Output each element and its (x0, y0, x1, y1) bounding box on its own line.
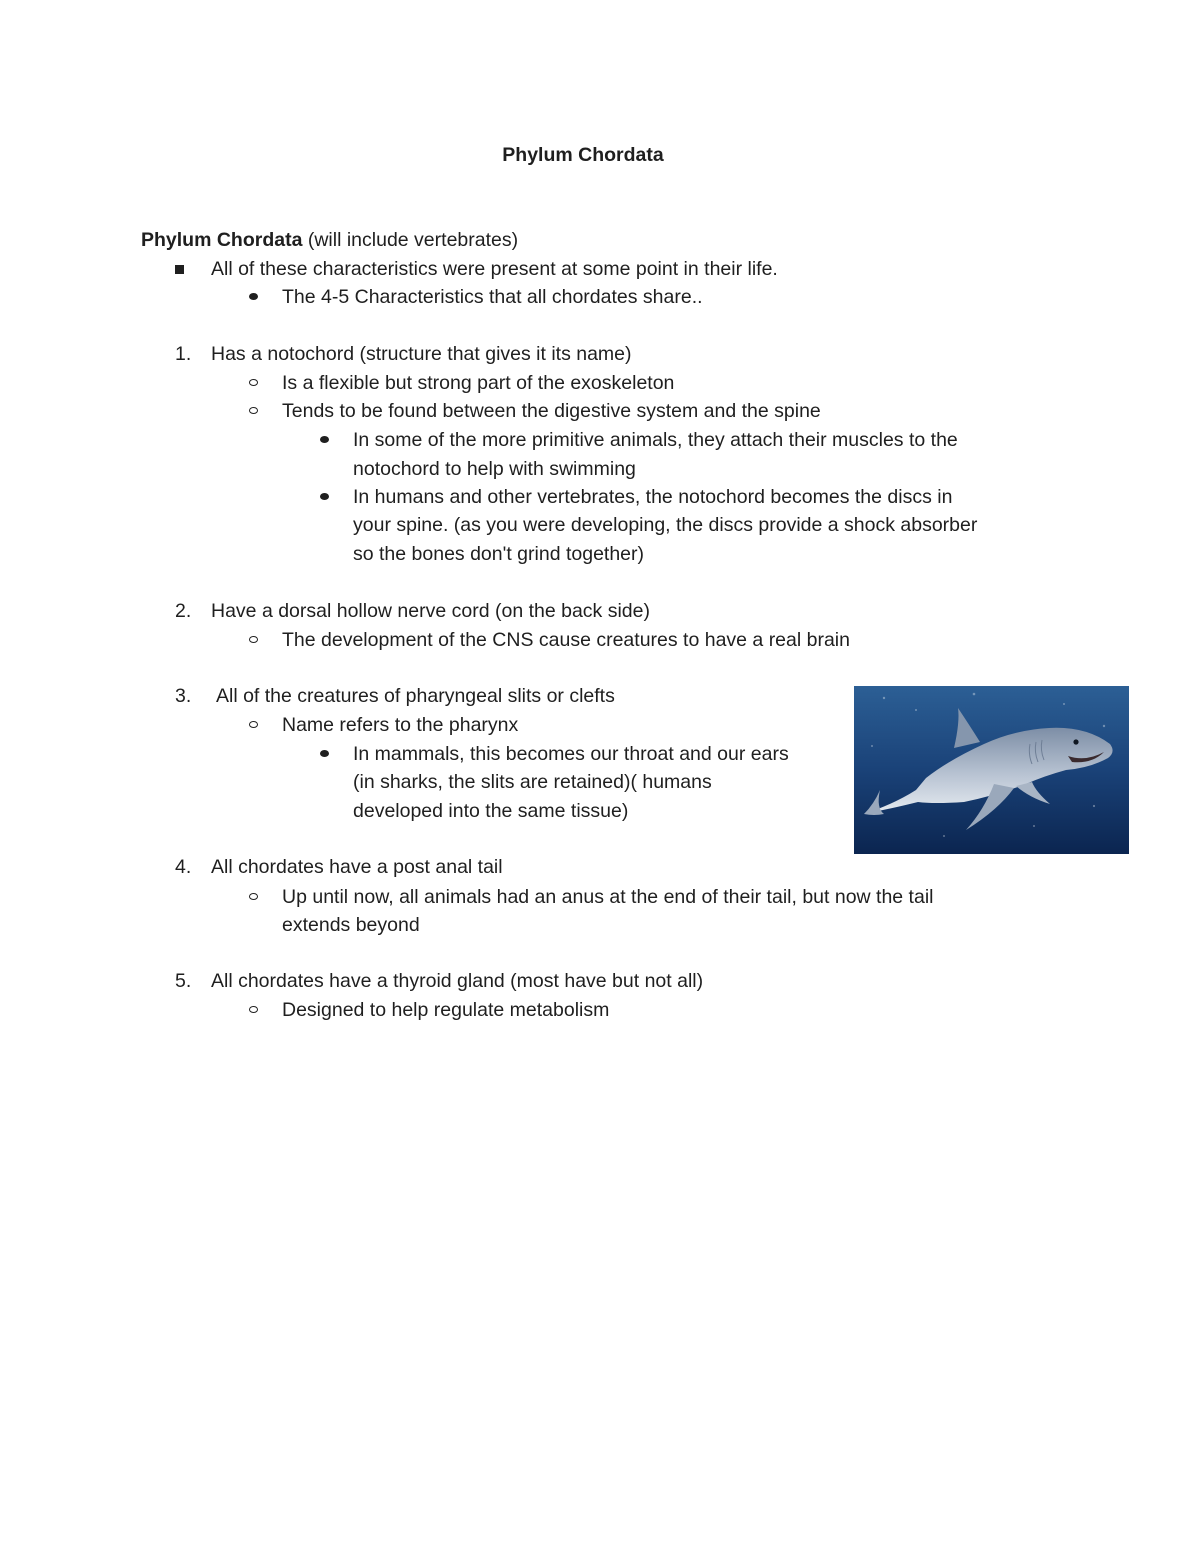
detail-line: your spine. (as you were developing, the discs provide a shock absorber (353, 514, 978, 536)
detail-line: notochord to help with swimming (353, 458, 636, 480)
hollow-bullet-icon (249, 893, 258, 900)
sub-item-text: Designed to help regulate metabolism (282, 999, 610, 1021)
list-number: 3. (175, 685, 192, 707)
sub-item-text: Tends to be found between the digestive system and the spine (282, 400, 821, 422)
sub-item-text: extends beyond (282, 914, 420, 936)
intro-line: All of these characteristics were present at some point in their life. (211, 258, 778, 280)
page-title: Phylum Chordata (502, 144, 664, 166)
hollow-bullet-icon (249, 636, 258, 643)
filled-bullet-icon (320, 750, 329, 757)
list-item-text: Have a dorsal hollow nerve cord (on the back side) (211, 600, 650, 622)
intro-line: The 4-5 Characteristics that all chordates share.. (282, 286, 703, 308)
heading-rest: (will include vertebrates) (302, 229, 519, 251)
detail-line: In mammals, this becomes our throat and our ears (353, 743, 789, 765)
detail-line: In some of the more primitive animals, they attach their muscles to the (353, 429, 958, 451)
detail-line: In humans and other vertebrates, the notochord becomes the discs in (353, 486, 953, 508)
list-item-text: All chordates have a post anal tail (211, 856, 503, 878)
list-item-text: All of the creatures of pharyngeal slits or clefts (216, 685, 615, 707)
hollow-bullet-icon (249, 1006, 258, 1013)
detail-line: developed into the same tissue) (353, 800, 629, 822)
hollow-bullet-icon (249, 379, 258, 386)
detail-line: (in sharks, the slits are retained)( humans (353, 771, 712, 793)
filled-bullet-icon (320, 436, 329, 443)
sub-item-text: Name refers to the pharynx (282, 714, 519, 736)
detail-line: so the bones don't grind together) (353, 543, 645, 565)
list-number: 4. (175, 856, 192, 878)
list-number: 5. (175, 970, 192, 992)
list-number: 2. (175, 600, 192, 622)
sub-item-text: Is a flexible but strong part of the exoskeleton (282, 372, 675, 394)
hollow-bullet-icon (249, 721, 258, 728)
heading-bold: Phylum Chordata (141, 229, 303, 251)
list-item-text: All chordates have a thyroid gland (most have but not all) (211, 970, 704, 992)
square-bullet-icon (175, 265, 184, 274)
section-heading (141, 226, 518, 254)
hollow-bullet-icon (249, 407, 258, 414)
sub-item-text: Up until now, all animals had an anus at the end of their tail, but now the tail (282, 886, 934, 908)
filled-bullet-icon (320, 493, 329, 500)
sub-item-text: The development of the CNS cause creatures to have a real brain (282, 629, 850, 651)
list-number: 1. (175, 343, 192, 365)
shark-photo (854, 686, 1129, 854)
list-item-text: Has a notochord (structure that gives it its name) (211, 343, 632, 365)
filled-bullet-icon (249, 293, 258, 300)
